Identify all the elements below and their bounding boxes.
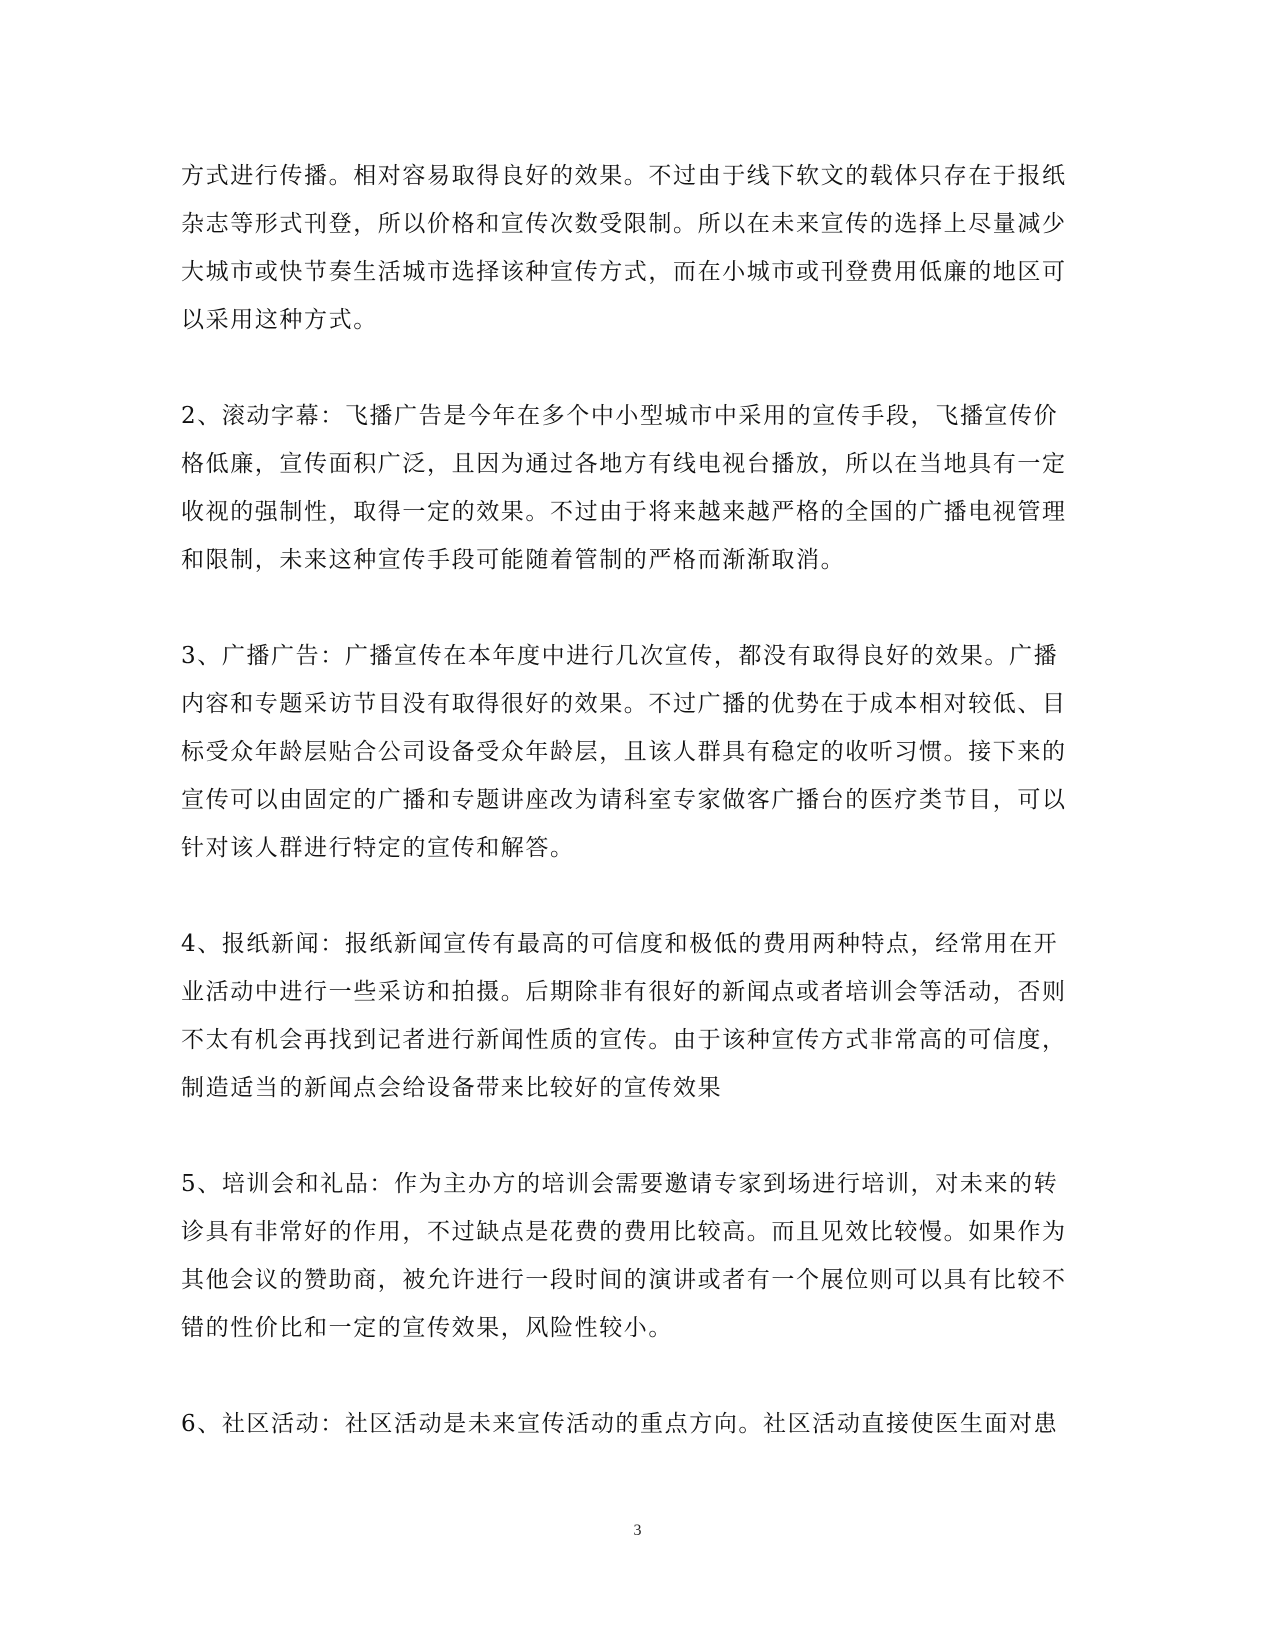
paragraph-community-activities [181,1400,1101,1448]
paragraph-scrolling-captions [181,392,1101,584]
text-line: 5、培训会和礼品：作为主办方的培训会需要邀请专家到场进行培训，对未来的转 [181,1171,1059,1197]
text-line: 宣传可以由固定的广播和专题讲座改为请科室专家做客广播台的医疗类节目，可以 [181,787,1067,813]
text-line: 大城市或快节奏生活城市选择该种宣传方式，而在小城市或刊登费用低廉的地区可 [181,259,1067,285]
paragraph-radio-ads [181,632,1101,872]
text-line: 不太有机会再找到记者进行新闻性质的宣传。由于该种宣传方式非常高的可信度， [181,1027,1067,1053]
text-line: 标受众年龄层贴合公司设备受众年龄层，且该人群具有稳定的收听习惯。接下来的 [181,739,1067,765]
text-line: 收视的强制性，取得一定的效果。不过由于将来越来越严格的全国的广播电视管理 [181,499,1067,525]
text-line: 杂志等形式刊登，所以价格和宣传次数受限制。所以在未来宣传的选择上尽量减少 [181,211,1067,237]
page-number: 3 [633,1522,642,1539]
text-line: 错的性价比和一定的宣传效果，风险性较小。 [181,1315,673,1341]
text-line: 制造适当的新闻点会给设备带来比较好的宣传效果 [181,1075,723,1101]
text-line: 和限制，未来这种宣传手段可能随着管制的严格而渐渐取消。 [181,547,846,573]
paragraph-training-gifts [181,1160,1101,1352]
text-line: 以采用这种方式。 [181,307,378,333]
text-line: 6、社区活动：社区活动是未来宣传活动的重点方向。社区活动直接使医生面对患 [181,1411,1059,1437]
text-line: 2、滚动字幕：飞播广告是今年在多个中小型城市中采用的宣传手段，飞播宣传价 [181,403,1059,429]
text-line: 业活动中进行一些采访和拍摄。后期除非有很好的新闻点或者培训会等活动，否则 [181,979,1067,1005]
text-line: 3、广播广告：广播宣传在本年度中进行几次宣传，都没有取得良好的效果。广播 [181,643,1059,669]
text-line: 其他会议的赞助商，被允许进行一段时间的演讲或者有一个展位则可以具有比较不 [181,1267,1067,1293]
paragraph-online-softtext [181,152,1101,344]
text-line: 4、报纸新闻：报纸新闻宣传有最高的可信度和极低的费用两种特点，经常用在开 [181,931,1059,957]
text-line: 诊具有非常好的作用，不过缺点是花费的费用比较高。而且见效比较慢。如果作为 [181,1219,1067,1245]
document-body [181,152,1101,1496]
text-line: 方式进行传播。相对容易取得良好的效果。不过由于线下软文的载体只存在于报纸 [181,163,1067,189]
text-line: 针对该人群进行特定的宣传和解答。 [181,835,575,861]
paragraph-newspaper-news [181,920,1101,1112]
text-line: 格低廉，宣传面积广泛，且因为通过各地方有线电视台播放，所以在当地具有一定 [181,451,1067,477]
text-line: 内容和专题采访节目没有取得很好的效果。不过广播的优势在于成本相对较低、目 [181,691,1067,717]
